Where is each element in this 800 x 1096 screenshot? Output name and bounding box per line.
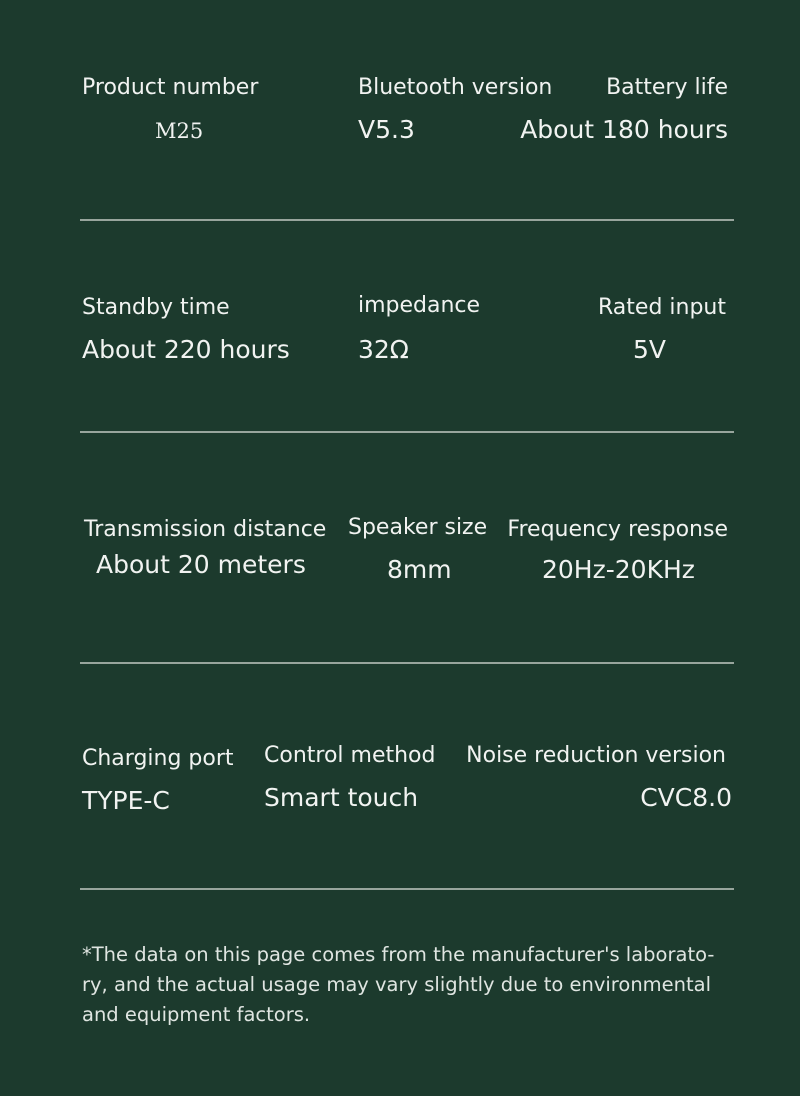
rated-input-value: 5V	[633, 335, 667, 364]
product-number-label: Product number	[82, 75, 259, 100]
battery-life-value: About 180 hours	[520, 115, 728, 144]
divider	[80, 888, 734, 890]
standby-time-value: About 220 hours	[82, 335, 290, 364]
standby-time-label: Standby time	[82, 295, 230, 320]
product-number-value: M25	[155, 119, 204, 143]
bluetooth-version-value: V5.3	[358, 115, 415, 144]
frequency-response-value: 20Hz-20KHz	[542, 555, 695, 584]
divider	[80, 431, 734, 433]
noise-reduction-version-label: Noise reduction version	[466, 743, 726, 768]
control-method-value: Smart touch	[264, 783, 419, 812]
control-method-label: Control method	[264, 743, 436, 768]
battery-life-label: Battery life	[606, 75, 728, 100]
bluetooth-version-label: Bluetooth version	[358, 75, 553, 100]
impedance-label: impedance	[358, 293, 481, 318]
speaker-size-label: Speaker size	[348, 515, 488, 540]
disclaimer-note: *The data on this page comes from the manufacturer's laborato- ry, and the actual usage may vary slightly due to environmental and equipment factors.	[82, 943, 715, 1026]
divider	[80, 662, 734, 664]
charging-port-label: Charging port	[82, 746, 234, 771]
frequency-response-label: Frequency response	[507, 517, 728, 542]
charging-port-value: TYPE-C	[82, 786, 170, 815]
impedance-value: 32Ω	[358, 335, 409, 364]
divider	[80, 219, 734, 221]
rated-input-label: Rated input	[598, 295, 726, 320]
speaker-size-value: 8mm	[387, 555, 452, 584]
transmission-distance-label: Transmission distance	[84, 517, 327, 542]
noise-reduction-version-value: CVC8.0	[640, 783, 732, 812]
transmission-distance-value: About 20 meters	[96, 550, 306, 579]
